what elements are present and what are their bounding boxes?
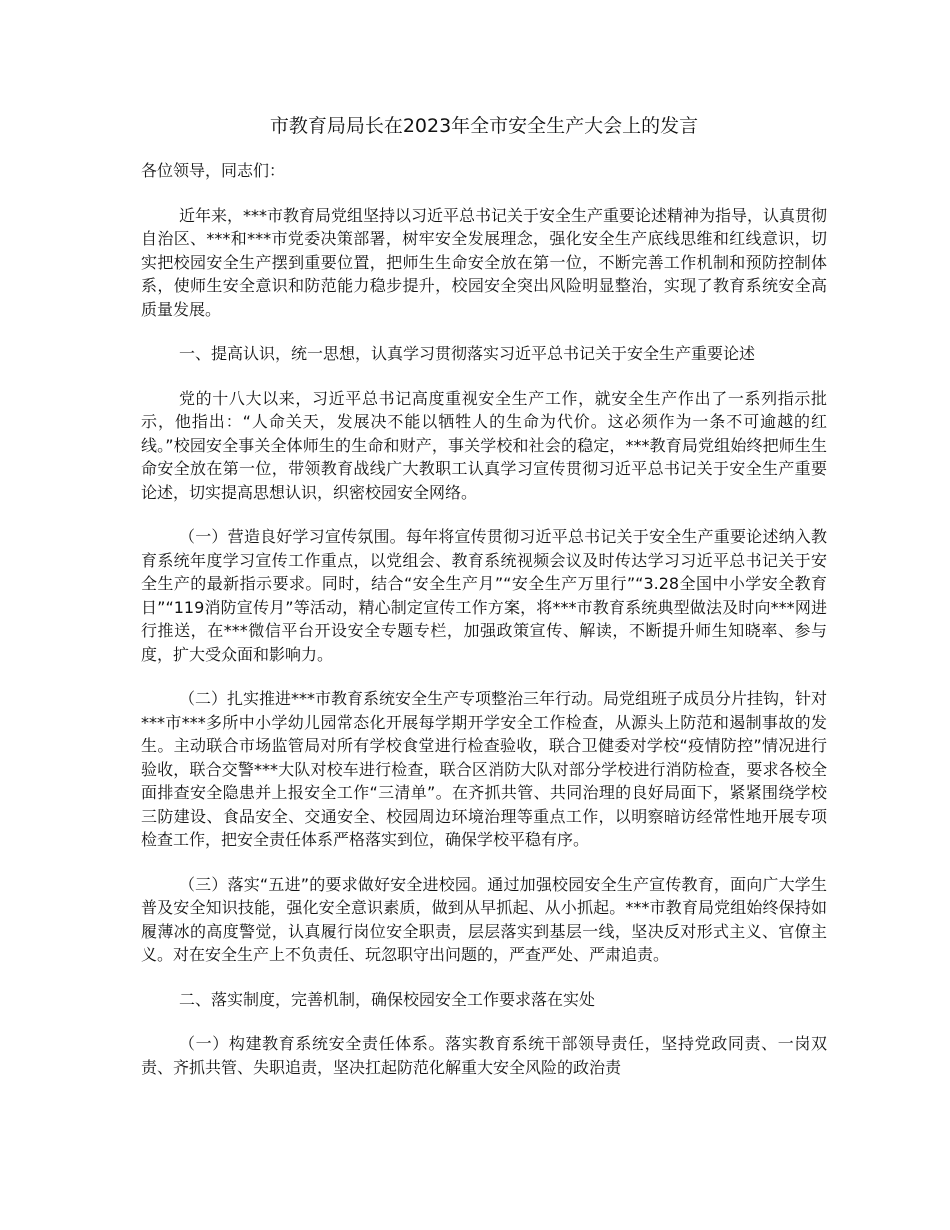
section-heading-2: 二、落实制度，完善机制，确保校园安全工作要求落在实处 [179,989,596,1009]
paragraph-section-1: 党的十八大以来，习近平总书记高度重视安全生产工作，就安全生产作出了一系列指示批示，他指出：“人命关天，发展决不能以牺牲人的生命为代价。这必须作为一条不可逾越的红线。”校园安全事关全体师生的生命和财产，事关学校和社会的稳定，***教育局党组始终把师生生命安全放在第一位，带领教育战线广大教职工认真学习宣传贯彻习近平总书记关于安全生产重要论述，切实提高思想认识，织密校园安全网络。 [141,388,827,502]
section-heading-1: 一、提高认识，统一思想，认真学习贯彻落实习近平总书记关于安全生产重要论述 [179,344,756,363]
document-title: 市教育局局长在2023年全市安全生产大会上的发言 [269,115,699,137]
paragraph-1-3: （三）落实“五进”的要求做好安全进校园。通过加强校园安全生产宣传教育，面向广大学生普及安全知识技能，强化安全意识素质，做到从早抓起、从小抓起。***市教育局党组始终保持如履薄冰的高度警觉，认真履行岗位安全职责，层层落实到基层一线，坚决反对形式主义、官僚主义。对在安全生产上不负责任、玩忽职守出问题的，严查严处、严肃追责。 [141,874,827,964]
paragraph-2-1: （一）构建教育系统安全责任体系。落实教育系统干部领导责任，坚持党政同责、一岗双责、齐抓共管、失职追责，坚决扛起防范化解重大安全风险的政治责 [141,1034,827,1077]
greeting: 各位领导，同志们： [141,161,286,180]
paragraph-intro: 近年来，***市教育局党组坚持以习近平总书记关于安全生产重要论述精神为指导，认真贯彻自治区、***和***市党委决策部署，树牢安全发展理念，强化安全生产底线思维和红线意识，切实把校园安全生产摆到重要位置，把师生生命安全放在第一位，不断完善工作机制和预防控制体系，使师生安全意识和防范能力稳步提升，校园安全突出风险明显整治，实现了教育系统安全高质量发展。 [141,205,828,319]
document-page [141,112,827,1079]
paragraph-1-1: （一）营造良好学习宣传氛围。每年将宣传贯彻习近平总书记关于安全生产重要论述纳入教育系统年度学习宣传工作重点，以党组会、教育系统视频会议及时传达学习习近平总书记关于安全生产的最新指示要求。同时，结合“安全生产月”“安全生产万里行”“3.28全国中小学安全教育日”“119消防宣传月”等活动，精心制定宣传工作方案，将***市教育系统典型做法及时向***网进行推送，在***微信平台开设安全专题专栏，加强政策宣传、解读，不断提升师生知晓率、参与度，扩大受众面和影响力。 [141,527,827,664]
paragraph-1-2: （二）扎实推进***市教育系统安全生产专项整治三年行动。局党组班子成员分片挂钩，针对***市***多所中小学幼儿园常态化开展每学期开学安全工作检查，从源头上防范和遏制事故的发生。主动联合市场监管局对所有学校食堂进行检查验收，联合卫健委对学校“疫情防控”情况进行验收，联合交警***大队对校车进行检查，联合区消防大队对部分学校进行消防检查，要求各校全面排查安全隐患并上报安全工作“三清单”。在齐抓共管、共同治理的良好局面下，紧紧围绕学校三防建设、食品安全、交通安全、校园周边环境治理等重点工作，以明察暗访经常性地开展专项检查工作，把安全责任体系严格落实到位，确保学校平稳有序。 [141,689,828,849]
